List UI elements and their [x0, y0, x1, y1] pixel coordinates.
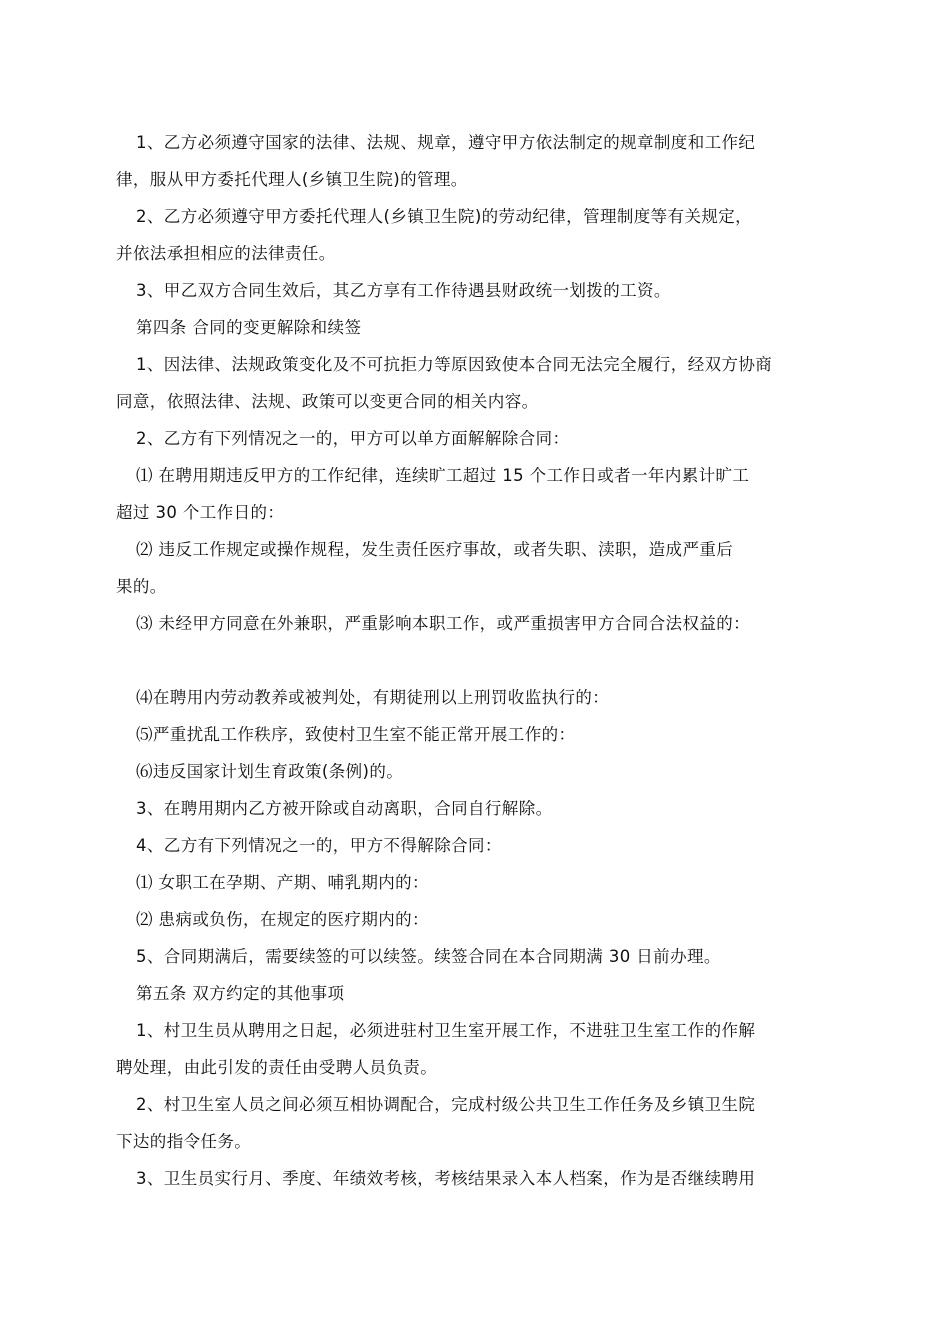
text-line: ⑴ 在聘用期违反甲方的工作纪律，连续旷工超过 15 个工作日或者一年内累计旷工 [136, 466, 750, 485]
text-line: ⑵ 患病或负伤，在规定的医疗期内的： [136, 910, 429, 929]
paragraph-4-5 [116, 938, 842, 975]
text-line: 超过 30 个工作日的： [116, 503, 285, 522]
text-line: 同意，依照法律、法规、政策可以变更合同的相关内容。 [116, 392, 539, 411]
text-line: 3、甲乙双方合同生效后，其乙方享有工作待遇县财政统一划拨的工资。 [136, 281, 671, 300]
text-line: ⑶ 未经甲方同意在外兼职，严重影响本职工作，或严重损害甲方合同合法权益的： [136, 614, 751, 633]
blank-line [116, 642, 842, 679]
text-line: 律，服从甲方委托代理人(乡镇卫生院)的管理。 [116, 170, 468, 189]
text-line: 2、乙方有下列情况之一的，甲方可以单方面解解除合同： [136, 429, 570, 448]
text-line: ⑷在聘用内劳动教养或被判处，有期徒刑以上刑罚收监执行的： [136, 688, 610, 707]
clause-4-2-4 [116, 679, 842, 716]
paragraph-4-3 [116, 790, 842, 827]
clause-4-2-1 [116, 457, 842, 531]
text-line: 1、乙方必须遵守国家的法律、法规、规章，遵守甲方依法制定的规章制度和工作纪 [136, 133, 756, 152]
text-line: 1、村卫生员从聘用之日起，必须进驻村卫生室开展工作，不进驻卫生室工作的作解 [136, 1021, 756, 1040]
text-line: ⑸严重扰乱工作秩序，致使村卫生室不能正常开展工作的： [136, 725, 576, 744]
clause-4-2-2 [116, 531, 842, 605]
paragraph-3 [116, 272, 842, 309]
text-line: ⑴ 女职工在孕期、产期、哺乳期内的： [136, 873, 429, 892]
text-line: 并依法承担相应的法律责任。 [116, 244, 336, 263]
text-line: 下达的指令任务。 [116, 1132, 252, 1151]
clause-4-2-6 [116, 753, 842, 790]
paragraph-5-3 [116, 1160, 842, 1197]
clause-4-2-5 [116, 716, 842, 753]
section-heading-5 [116, 975, 842, 1012]
paragraph-2 [116, 198, 842, 272]
paragraph-4-4 [116, 827, 842, 864]
text-line: ⑵ 违反工作规定或操作规程，发生责任医疗事故，或者失职、渎职，造成严重后 [136, 540, 734, 559]
section-heading-4 [116, 309, 842, 346]
paragraph-4-1 [116, 346, 842, 420]
heading-text: 第四条 合同的变更解除和续签 [136, 318, 362, 337]
text-line: 4、乙方有下列情况之一的，甲方不得解除合同： [136, 836, 502, 855]
clause-4-4-1 [116, 864, 842, 901]
text-line: 聘处理，由此引发的责任由受聘人员负责。 [116, 1058, 438, 1077]
text-line: 果的。 [116, 577, 167, 596]
clause-4-4-2 [116, 901, 842, 938]
text-line: ⑹违反国家计划生育政策(条例)的。 [136, 762, 404, 781]
text-line: 1、因法律、法规政策变化及不可抗拒力等原因致使本合同无法完全履行，经双方协商 [136, 355, 773, 374]
clause-4-2-3 [116, 605, 842, 642]
paragraph-4-2 [116, 420, 842, 457]
text-line: 3、卫生员实行月、季度、年绩效考核，考核结果录入本人档案，作为是否继续聘用 [136, 1169, 756, 1188]
paragraph-5-1 [116, 1012, 842, 1086]
document-body [116, 124, 842, 1197]
text-line: 2、乙方必须遵守甲方委托代理人(乡镇卫生院)的劳动纪律，管理制度等有关规定， [136, 207, 753, 226]
text-line: 5、合同期满后，需要续签的可以续签。续签合同在本合同期满 30 日前办理。 [136, 947, 721, 966]
text-line: 3、在聘用期内乙方被开除或自动离职，合同自行解除。 [136, 799, 553, 818]
heading-text: 第五条 双方约定的其他事项 [136, 984, 345, 1003]
text-line: 2、村卫生室人员之间必须互相协调配合，完成村级公共卫生工作任务及乡镇卫生院 [136, 1095, 756, 1114]
paragraph-5-2 [116, 1086, 842, 1160]
paragraph-1 [116, 124, 842, 198]
